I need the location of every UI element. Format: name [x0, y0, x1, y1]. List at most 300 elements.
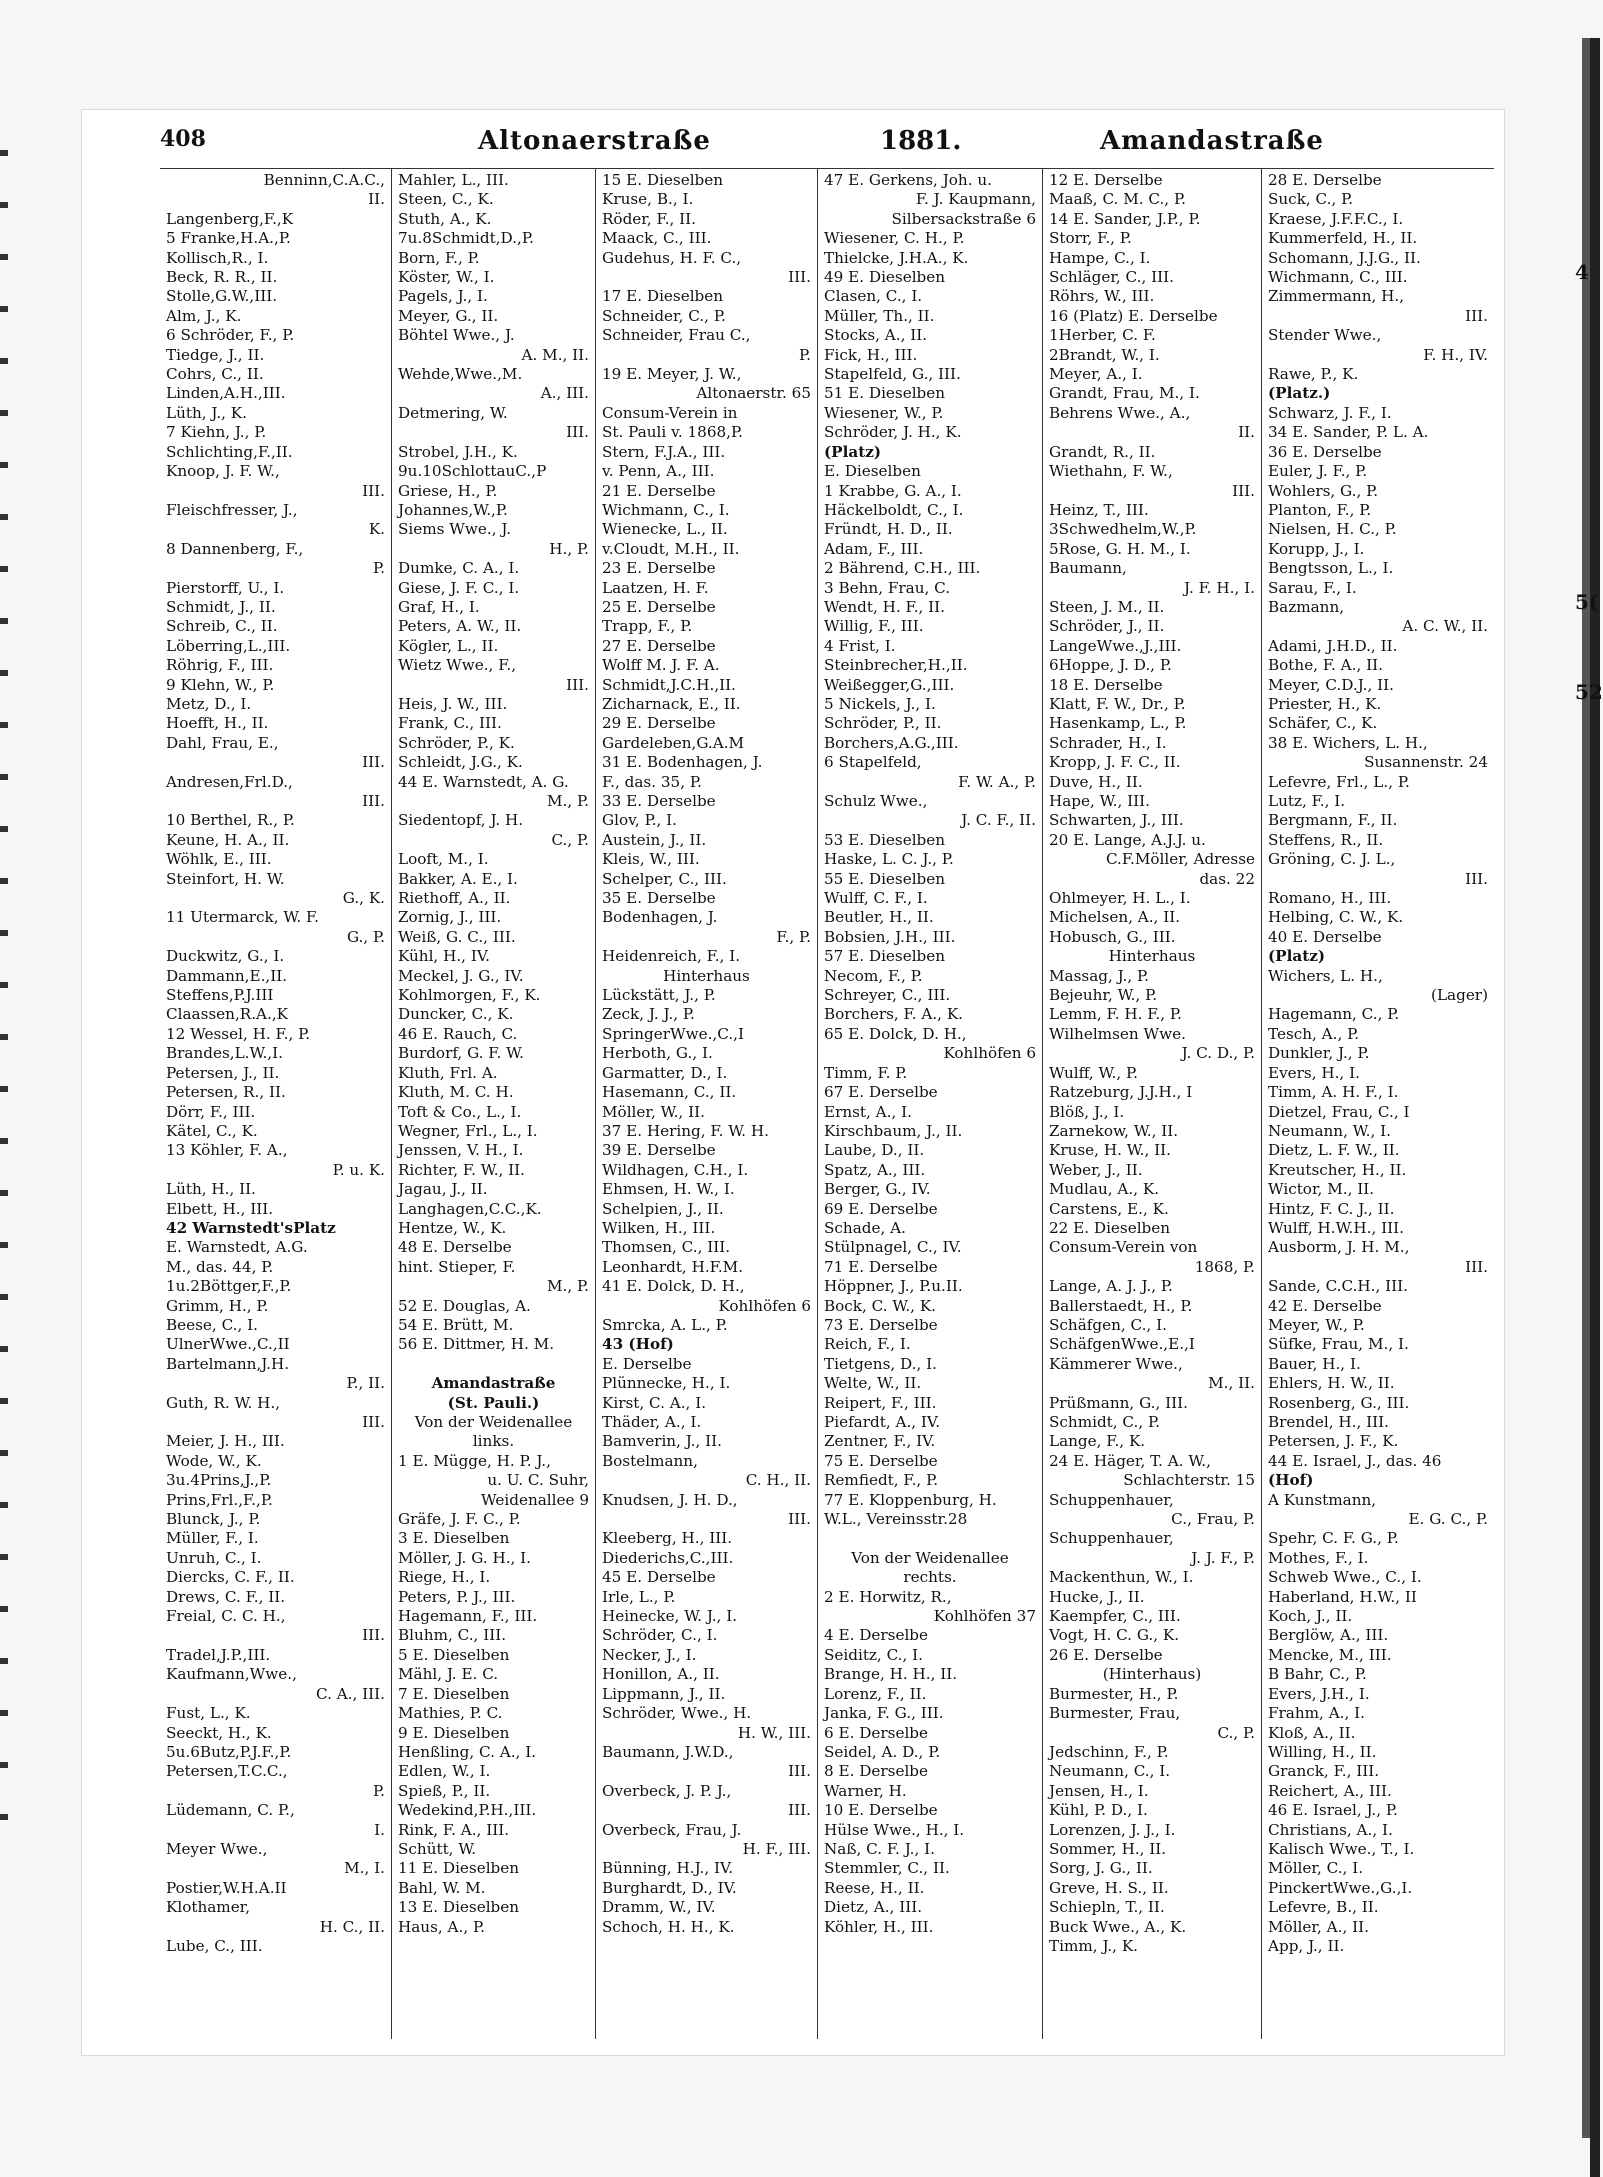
directory-entry-line: 5 E. Dieselben [398, 1645, 510, 1664]
directory-entry-line: Kämmerer Wwe., [1049, 1354, 1183, 1373]
directory-entry-line: 8 Dannenberg, F., [166, 539, 304, 558]
directory-entry-line: Andresen,Frl.D., [166, 772, 293, 791]
directory-entry-line: Bock, C. W., K. [824, 1296, 937, 1315]
directory-entry-line: 19 E. Meyer, J. W., [602, 365, 742, 384]
directory-entry-line: P. u. K. [332, 1160, 385, 1179]
directory-entry-line: Kreutscher, H., II. [1268, 1160, 1407, 1179]
directory-entry-line: Linden,A.H.,III. [166, 384, 286, 403]
directory-entry-line: Edlen, W., I. [398, 1762, 491, 1781]
directory-entry-line: Adam, F., III. [824, 539, 924, 558]
directory-entry-line: M., P. [546, 792, 589, 810]
directory-entry-line: Bostelmann, [602, 1451, 698, 1470]
directory-entry-line: 9 E. Dieselben [398, 1723, 510, 1742]
directory-entry-line: Sande, C.C.H., III. [1268, 1277, 1408, 1296]
directory-entry-line: Schneider, C., P. [602, 306, 726, 325]
directory-entry-line: G., K. [342, 889, 385, 908]
directory-entry-line: Röhrig, F., III. [166, 656, 274, 675]
directory-entry-line: Diederichs,C.,III. [602, 1548, 734, 1567]
directory-entry-line: Grandt, Frau, M., I. [1049, 384, 1200, 403]
directory-entry-line: Schmidt, C., P. [1049, 1413, 1160, 1431]
directory-entry-line: 42 Warnstedt'sPlatz [166, 1218, 336, 1237]
directory-entry-line: Schäfer, C., K. [1268, 714, 1378, 733]
directory-entry-line: M., P. [546, 1277, 589, 1296]
directory-entry-line: Bluhm, C., III. [398, 1626, 507, 1645]
directory-entry-line: Wichmann, C., III. [1268, 268, 1408, 287]
directory-entry-line: Hampe, C., I. [1049, 248, 1151, 267]
directory-entry-line: 67 E. Derselbe [824, 1083, 938, 1102]
directory-entry-line: Wichers, L. H., [1268, 966, 1383, 985]
directory-entry-line: Ballerstaedt, H., P. [1049, 1296, 1193, 1315]
directory-entry-line: Honillon, A., II. [602, 1665, 720, 1684]
directory-entry-line: 24 E. Häger, T. A. W., [1049, 1451, 1211, 1470]
directory-entry-line: Kollisch,R., I. [166, 248, 269, 267]
directory-entry-line: Dörr, F., III. [166, 1102, 256, 1121]
directory-entry-line: Lüdemann, C. P., [166, 1801, 295, 1820]
directory-entry-line: Ehlers, H. W., II. [1268, 1374, 1395, 1393]
directory-entry-line: Wolff M. J. F. A. [602, 656, 720, 675]
directory-entry-line [824, 1529, 1036, 1548]
directory-entry-line: Dahl, Frau, E., [166, 733, 279, 752]
directory-entry-line: 5 Nickels, J., I. [824, 694, 936, 713]
directory-entry-line: 41 E. Dolck, D. H., [602, 1277, 745, 1296]
directory-entry-line: III. [788, 1801, 811, 1820]
directory-entry-line: Griese, H., P. [398, 481, 498, 500]
directory-entry-line: F. J. Kaupmann, [915, 190, 1036, 209]
directory-entry-line: Reipert, F., III. [824, 1393, 937, 1412]
directory-entry-line: v.Cloudt, M.H., II. [602, 539, 740, 558]
directory-entry-line: C., P. [551, 830, 589, 849]
directory-entry-line: Silbersackstraße 6 [891, 209, 1036, 228]
directory-entry-line: Blöß, J., I. [1049, 1102, 1125, 1121]
directory-entry-line: Mudlau, A., K. [1049, 1180, 1160, 1199]
directory-entry-line: Wode, W., K. [166, 1451, 262, 1470]
directory-entry-line: Petersen, R., II. [166, 1083, 286, 1102]
directory-entry-line: 6 Schröder, F., P. [166, 326, 295, 345]
directory-entry-line: Bünning, H.J., IV. [602, 1859, 734, 1878]
directory-entry-line: III. [1232, 481, 1255, 500]
directory-entry-line: Fick, H., III. [824, 345, 918, 364]
directory-entry-line: 4 E. Derselbe [824, 1626, 929, 1645]
directory-entry-line: F. W. A., P. [958, 772, 1036, 791]
directory-entry-line: Meyer, G., II. [398, 306, 499, 325]
directory-entry-line: Fust, L., K. [166, 1704, 251, 1723]
directory-entry-line: III. [566, 675, 589, 694]
directory-entry-line: Kühl, P. D., I. [1049, 1801, 1148, 1820]
directory-entry-line: (Platz) [1268, 947, 1326, 966]
directory-entry-line: Schleidt, J.G., K. [398, 753, 523, 772]
directory-entry-line: Siems Wwe., J. [398, 520, 512, 539]
directory-entry-line: Riege, H., I. [398, 1568, 491, 1587]
directory-entry-line: (Platz) [824, 442, 882, 461]
directory-entry-line: 3 E. Dieselben [398, 1529, 510, 1548]
directory-entry-line: rechts. [903, 1568, 957, 1587]
directory-entry-line: I. [374, 1820, 385, 1839]
directory-page [82, 110, 1504, 2055]
directory-entry-line: Grandt, R., II. [1049, 442, 1156, 461]
directory-entry-line: Kleis, W., III. [602, 850, 700, 869]
directory-entry-line: Leonhardt, H.F.M. [602, 1257, 744, 1276]
directory-entry-line: Lutz, F., I. [1268, 792, 1346, 810]
directory-entry-line: Garmatter, D., I. [602, 1063, 728, 1082]
directory-entry-line: P. [799, 345, 811, 364]
directory-entry-line: Röhrs, W., III. [1049, 287, 1155, 306]
directory-entry-line: App, J., II. [1268, 1936, 1345, 1955]
directory-entry-line: Wedekind,P.H.,III. [398, 1801, 537, 1820]
directory-entry-line: Irle, L., P. [602, 1587, 676, 1606]
directory-entry-line: M., das. 44, P. [166, 1257, 274, 1276]
directory-entry-line: Tesch, A., P. [1268, 1024, 1360, 1043]
directory-entry-line: Schröder, J., II. [1049, 617, 1165, 636]
directory-entry-line: Mathies, P. C. [398, 1704, 503, 1723]
directory-entry-line: Meckel, J. G., IV. [398, 966, 524, 985]
directory-entry-line: III. [1465, 306, 1488, 325]
directory-entry-line: Prins,Frl.,F.,P. [166, 1490, 273, 1509]
directory-entry-line: Behrens Wwe., A., [1049, 403, 1191, 422]
directory-entry-line: Koch, J., II. [1268, 1607, 1353, 1626]
directory-entry-line: Pierstorff, U., I. [166, 578, 285, 597]
directory-entry-line: Adami, J.H.D., II. [1268, 636, 1398, 655]
directory-entry-line: Brendel, H., III. [1268, 1413, 1389, 1431]
directory-entry-line: Bothe, F. A., II. [1268, 656, 1383, 675]
directory-entry-line: Dietzel, Frau, C., I [1268, 1102, 1410, 1121]
directory-entry-line: Langenberg,F.,K [166, 209, 294, 228]
directory-entry-line: Elbett, H., III. [166, 1199, 274, 1218]
directory-entry-line: 10 Berthel, R., P. [166, 811, 295, 830]
directory-entry-line: Dammann,E.,II. [166, 966, 288, 985]
directory-entry-line: 1u.2Böttger,F.,P. [166, 1277, 292, 1296]
directory-entry-line: 55 E. Dieselben [824, 869, 946, 888]
directory-entry-line: Möller, W., II. [602, 1102, 705, 1121]
page-header [160, 126, 1494, 166]
directory-entry-line: C., P. [1217, 1723, 1255, 1742]
directory-entry-line: Maaß, C. M. C., P. [1049, 190, 1186, 209]
directory-entry-line: Unruh, C., I. [166, 1548, 262, 1567]
directory-entry-line: Michelsen, A., II. [1049, 908, 1181, 927]
directory-entry-line: 44 E. Israel, J., das. 46 [1268, 1451, 1442, 1470]
directory-entry-line: Baumann, [1049, 559, 1127, 578]
directory-entry-line: 9 Klehn, W., P. [166, 675, 275, 694]
directory-entry-line: Schläger, C., III. [1049, 268, 1174, 287]
directory-entry-line: das. 22 [1199, 869, 1255, 888]
directory-entry-line: Burdorf, G. F. W. [398, 1044, 524, 1063]
year-heading: 1881. [880, 126, 962, 156]
directory-entry-line: Löberring,L.,III. [166, 636, 291, 655]
directory-entry-line: Baumann, J.W.D., [602, 1742, 734, 1761]
directory-entry-line: 23 E. Derselbe [602, 559, 716, 578]
directory-entry-line: Romano, H., III. [1268, 889, 1392, 908]
directory-entry-line: Weber, J., II. [1049, 1160, 1143, 1179]
directory-entry-line: 73 E. Derselbe [824, 1315, 938, 1334]
directory-entry-line: Naß, C. F. J., I. [824, 1839, 935, 1858]
directory-entry-line: Plünnecke, H., I. [602, 1374, 731, 1393]
directory-entry-line: 20 E. Lange, A.J.J. u. [1049, 830, 1206, 849]
directory-entry-line: Schütt, W. [398, 1839, 477, 1858]
directory-entry-line: II. [1238, 423, 1255, 442]
directory-entry-line [398, 1355, 589, 1374]
directory-entry-line: Evers, J.H., I. [1268, 1684, 1370, 1703]
directory-entry-line: E. G. C., P. [1408, 1510, 1488, 1529]
directory-entry-line: A. M., II. [521, 345, 589, 364]
directory-entry-line: Neumann, C., I. [1049, 1762, 1171, 1781]
directory-entry-line: Hasemann, C., II. [602, 1083, 737, 1102]
directory-entry-line: Kruse, H. W., II. [1049, 1141, 1171, 1160]
directory-entry-line: 52 E. Douglas, A. [398, 1296, 531, 1315]
directory-entry-line: 3 Behn, Frau, C. [824, 578, 951, 597]
directory-entry-line: Remfiedt, F., P. [824, 1471, 939, 1490]
directory-entry-line: PinckertWwe.,G.,I. [1268, 1878, 1413, 1897]
directory-entry-line: Bauer, H., I. [1268, 1354, 1361, 1373]
directory-entry-line: 25 E. Derselbe [602, 597, 716, 616]
directory-entry-line: Lange, A. J. J., P. [1049, 1277, 1173, 1296]
directory-entry-line: Schwarz, J. F., I. [1268, 403, 1392, 422]
directory-entry-line: Susannenstr. 24 [1364, 753, 1488, 772]
directory-entry-line: Wulff, W., P. [1049, 1063, 1138, 1082]
address-column-5 [1043, 169, 1262, 2039]
directory-entry-line: Kaempfer, C., III. [1049, 1607, 1181, 1626]
directory-entry-line: Willig, F., III. [824, 617, 924, 636]
directory-entry-line: Berger, G., IV. [824, 1180, 931, 1199]
street-heading-right: Amandastraße [1100, 126, 1324, 156]
directory-entry-line: Steffens, R., II. [1268, 830, 1384, 849]
directory-entry-line: Kohlhöfen 37 [933, 1607, 1036, 1626]
directory-entry-line: u. U. C. Suhr, [487, 1471, 589, 1490]
directory-entry-line: 44 E. Warnstedt, A. G. [398, 772, 569, 791]
directory-entry-line: H., P. [549, 539, 589, 558]
directory-entry-line: III. [566, 423, 589, 442]
directory-entry-line: Lorenzen, J. J., I. [1049, 1820, 1176, 1839]
directory-entry-line: Wiesener, W., P. [824, 403, 944, 422]
directory-entry-line: K. [368, 520, 385, 539]
directory-entry-line: Möller, J. G. H., I. [398, 1548, 532, 1567]
directory-entry-line: Jedschinn, F., P. [1049, 1742, 1169, 1761]
directory-entry-line: Ehmsen, H. W., I. [602, 1180, 735, 1199]
directory-entry-line: 22 E. Dieselben [1049, 1218, 1171, 1237]
directory-entry-line: Lückstätt, J., P. [602, 986, 716, 1005]
directory-entry-line: III. [362, 481, 385, 500]
directory-entry-line: Schulz Wwe., [824, 792, 928, 810]
directory-entry-line: Wegner, Frl., L., I. [398, 1121, 538, 1140]
directory-entry-line: SchäfgenWwe.,E.,I [1049, 1335, 1195, 1354]
directory-entry-line: Schäfgen, C., I. [1049, 1315, 1167, 1334]
directory-entry-line: Wehde,Wwe.,M. [398, 365, 523, 384]
directory-entry-line: 11 Utermarck, W. F. [166, 908, 319, 927]
directory-entry-line: 31 E. Bodenhagen, J. [602, 753, 763, 772]
edge-fragment: 5( [1575, 590, 1599, 614]
directory-entry-line: Zornig, J., III. [398, 908, 502, 927]
directory-entry-line: Wulff, H.W.H., III. [1268, 1218, 1404, 1237]
directory-entry-line: Bamverin, J., II. [602, 1432, 722, 1451]
directory-entry-line: Schomann, J.J.G., II. [1268, 248, 1421, 267]
directory-entry-line: 4 Frist, I. [824, 636, 896, 655]
directory-entry-line: 14 E. Sander, J.P., P. [1049, 209, 1201, 228]
directory-entry-line: v. Penn, A., III. [602, 462, 715, 481]
directory-entry-line: Wilhelmsen Wwe. [1049, 1024, 1186, 1043]
directory-entry-line: Jensen, H., I. [1049, 1781, 1149, 1800]
directory-entry-line: Schmidt,J.C.H.,II. [602, 675, 736, 694]
directory-entry-line: 12 Wessel, H. F., P. [166, 1024, 311, 1043]
directory-entry-line: Duve, H., II. [1049, 772, 1143, 791]
directory-entry-line: (Hinterhaus) [1102, 1665, 1202, 1684]
directory-entry-line: Metz, D., I. [166, 694, 252, 713]
address-columns [160, 168, 1494, 2039]
directory-entry-line: Heinz, T., III. [1049, 500, 1149, 519]
directory-entry-line: Evers, H., I. [1268, 1063, 1360, 1082]
directory-entry-line: Drews, C. F., II. [166, 1587, 286, 1606]
directory-entry-line: Von der Weidenallee [414, 1413, 573, 1431]
directory-entry-line: Stülpnagel, C., IV. [824, 1238, 962, 1257]
directory-entry-line: Postier,W.H.A.II [166, 1878, 287, 1897]
directory-entry-line: Berglöw, A., III. [1268, 1626, 1389, 1645]
directory-entry-line: 9u.10SchlottauC.,P [398, 462, 547, 481]
directory-entry-line: Lüth, J., K. [166, 403, 247, 422]
directory-entry-line: 1868, P. [1194, 1257, 1255, 1276]
directory-entry-line: 29 E. Derselbe [602, 714, 716, 733]
directory-entry-line: 45 E. Derselbe [602, 1568, 716, 1587]
directory-entry-line: Hobusch, G., III. [1049, 927, 1176, 946]
directory-entry-line: Klothamer, [166, 1898, 251, 1917]
directory-entry-line: Greve, H. S., II. [1049, 1878, 1169, 1897]
directory-entry-line: B Bahr, C., P. [1268, 1665, 1367, 1684]
directory-entry-line: Clasen, C., I. [824, 287, 923, 306]
directory-entry-line: Suck, C., P. [1268, 190, 1354, 209]
directory-entry-line: Guth, R. W. H., [166, 1393, 281, 1412]
directory-entry-line: 42 E. Derselbe [1268, 1296, 1382, 1315]
directory-entry-line: Böhtel Wwe., J. [398, 326, 515, 345]
directory-entry-line: Steen, C., K. [398, 190, 494, 209]
directory-entry-line: Kirschbaum, J., II. [824, 1121, 963, 1140]
directory-entry-line: Freial, C. C. H., [166, 1607, 286, 1626]
directory-entry-line: J. J. F., P. [1191, 1548, 1255, 1567]
directory-entry-line: Peters, P. J., III. [398, 1587, 516, 1606]
directory-entry-line: Steffens,P.J.III [166, 986, 274, 1005]
directory-entry-line: 77 E. Kloppenburg, H. [824, 1490, 997, 1509]
directory-entry-line: III. [1465, 1257, 1488, 1276]
directory-entry-line: Schoch, H. H., K. [602, 1917, 735, 1936]
directory-entry-line: St. Pauli v. 1868,P. [602, 423, 743, 442]
directory-entry-line: Toft & Co., L., I. [398, 1102, 522, 1121]
directory-entry-line: J. F. H., I. [1184, 578, 1255, 597]
directory-entry-line: Stuth, A., K. [398, 209, 492, 228]
directory-entry-line: Stapelfeld, G., III. [824, 365, 961, 384]
directory-entry-line: 12 E. Derselbe [1049, 171, 1163, 189]
directory-entry-line: Schlachterstr. 15 [1123, 1471, 1255, 1490]
directory-entry-line: Von der Weidenallee [851, 1548, 1009, 1567]
directory-entry-line: Rawe, P., K. [1268, 365, 1359, 384]
directory-entry-line: (Platz.) [1268, 384, 1331, 403]
directory-entry-line: 3u.4Prins,J.,P. [166, 1471, 272, 1490]
directory-entry-line: Neumann, W., I. [1268, 1121, 1391, 1140]
directory-entry-line: Wienecke, L., II. [602, 520, 728, 539]
directory-entry-line: Borchers, F. A., K. [824, 1005, 963, 1024]
directory-entry-line: Schröder, C., I. [602, 1626, 718, 1645]
directory-entry-line: 7u.8Schmidt,D.,P. [398, 229, 534, 248]
directory-entry-line: Hoefft, H., II. [166, 714, 269, 733]
directory-entry-line: Herboth, G., I. [602, 1044, 713, 1063]
directory-entry-line: Lube, C., III. [166, 1936, 263, 1955]
directory-entry-line: 39 E. Derselbe [602, 1141, 716, 1160]
directory-entry-line: Schreyer, C., III. [824, 986, 951, 1005]
directory-entry-line: Trapp, F., P. [602, 617, 693, 636]
directory-entry-line: J. C. F., II. [961, 811, 1036, 830]
directory-entry-line: 54 E. Brütt, M. [398, 1315, 514, 1334]
directory-entry-line: Maack, C., III. [602, 229, 712, 248]
directory-entry-line: Borchers,A.G.,III. [824, 733, 959, 752]
directory-entry-line: III. [1465, 869, 1488, 888]
directory-entry-line: Timm, F. P. [824, 1063, 908, 1082]
directory-entry-line: Laatzen, H. F. [602, 578, 709, 597]
directory-entry-line: Steinfort, H. W. [166, 869, 285, 888]
directory-entry-line: A., III. [540, 384, 589, 403]
directory-entry-line: Hape, W., III. [1049, 792, 1150, 810]
directory-entry-line: Warner, H. [824, 1781, 907, 1800]
directory-entry-line: Kropp, J. F. C., II. [1049, 753, 1181, 772]
directory-entry-line: Schade, A. [824, 1218, 906, 1237]
directory-entry-line: Schiepln, T., II. [1049, 1898, 1165, 1917]
address-column-3 [596, 169, 818, 2039]
directory-entry-line: Riethoff, A., II. [398, 889, 511, 908]
directory-entry-line: Stemmler, C., II. [824, 1859, 950, 1878]
directory-entry-line: Pagels, J., I. [398, 287, 488, 306]
directory-entry-line: Tiedge, J., II. [166, 345, 265, 364]
directory-entry-line: Richter, F. W., II. [398, 1160, 526, 1179]
directory-entry-line: Wiesener, C. H., P. [824, 229, 965, 248]
directory-entry-line: A. C. W., II. [1402, 617, 1488, 636]
directory-entry-line: Diercks, C. F., II. [166, 1568, 295, 1587]
directory-entry-line: Sarau, F., I. [1268, 578, 1357, 597]
directory-entry-line: Meyer Wwe., [166, 1839, 268, 1858]
edge-fragment: 52 [1575, 680, 1603, 704]
directory-entry-line: Wöhlk, E., III. [166, 850, 272, 869]
directory-entry-line: Kluth, M. C. H. [398, 1083, 514, 1102]
directory-entry-line: Schwarten, J., III. [1049, 811, 1184, 830]
directory-entry-line: Kaufmann,Wwe., [166, 1665, 297, 1684]
directory-entry-line: Thäder, A., I. [602, 1413, 702, 1431]
directory-entry-line: Knoop, J. F. W., [166, 462, 280, 481]
directory-entry-line: Willing, H., II. [1268, 1742, 1377, 1761]
directory-entry-line: Laube, D., II. [824, 1141, 925, 1160]
directory-entry-line: Nielsen, H. C., P. [1268, 520, 1397, 539]
directory-entry-line: Wohlers, G., P. [1268, 481, 1379, 500]
directory-entry-line: 65 E. Dolck, D. H., [824, 1024, 967, 1043]
directory-entry-line: 71 E. Derselbe [824, 1257, 938, 1276]
directory-entry-line: E. Warnstedt, A.G. [166, 1238, 308, 1257]
directory-entry-line: Alm, J., K. [166, 306, 242, 325]
directory-entry-line: Höppner, J., P.u.II. [824, 1277, 963, 1296]
directory-entry-line: Burghardt, D., IV. [602, 1878, 737, 1897]
directory-entry-line: Dramm, W., IV. [602, 1898, 716, 1917]
directory-entry-line: F., das. 35, P. [602, 772, 702, 791]
address-column-4 [818, 169, 1043, 2039]
directory-entry-line: Mencke, M., III. [1268, 1645, 1392, 1664]
directory-entry-line: Peters, A. W., II. [398, 617, 522, 636]
directory-entry-line: Wendt, H. F., II. [824, 597, 946, 616]
directory-entry-line: Schneider, Frau C., [602, 326, 751, 345]
directory-entry-line: 46 E. Rauch, C. [398, 1024, 518, 1043]
directory-entry-line: Buck Wwe., A., K. [1049, 1917, 1187, 1936]
directory-entry-line: Mähl, J. E. C. [398, 1665, 499, 1684]
directory-entry-line: Wilken, H., III. [602, 1218, 716, 1237]
directory-entry-line: Wictor, M., II. [1268, 1180, 1375, 1199]
directory-entry-line: Bejeuhr, W., P. [1049, 986, 1158, 1005]
directory-entry-line: Süfke, Frau, M., I. [1268, 1335, 1409, 1354]
directory-entry-line: Möller, A., II. [1268, 1917, 1369, 1936]
directory-entry-line: 21 E. Derselbe [602, 481, 716, 500]
directory-entry-line: Spehr, C. F. G., P. [1268, 1529, 1399, 1548]
directory-entry-line: 16 (Platz) E. Derselbe [1049, 306, 1218, 325]
directory-entry-line: Haus, A., P. [398, 1917, 485, 1936]
directory-entry-line: Rosenberg, G., III. [1268, 1393, 1410, 1412]
directory-entry-line: W.L., Vereinsstr.28 [824, 1510, 968, 1529]
